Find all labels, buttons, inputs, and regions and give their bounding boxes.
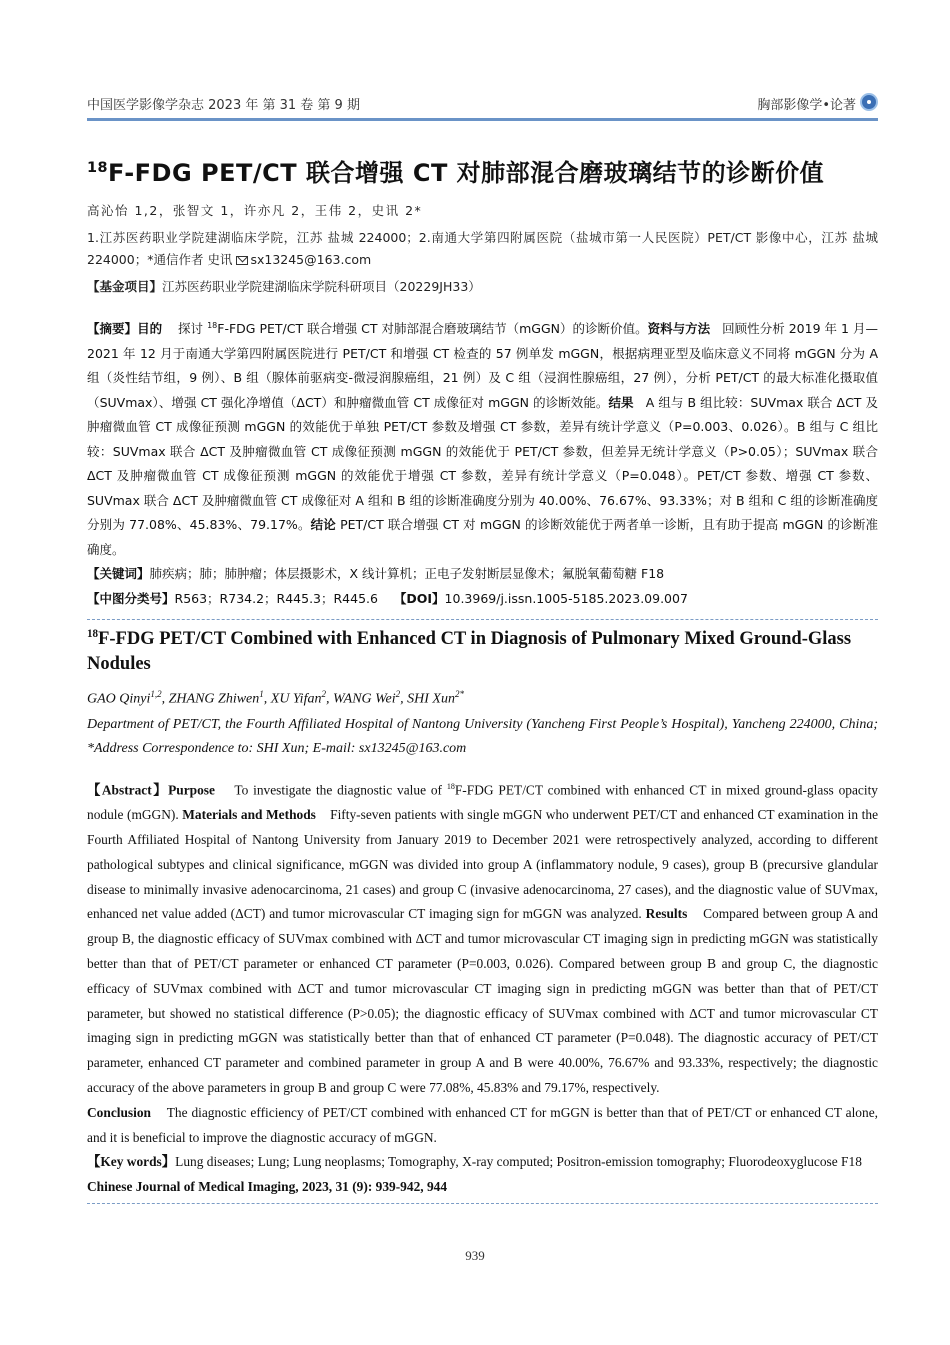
abstract-cn: 【摘要】目的 探讨 $^{18}$F-FDG PET/CT 联合增强 CT 对肺部混合磨玻璃结节（mGGN）的诊断价值。资料与方法 回顾性分析 2019 年 1 月—2021 年 12 月于南通大学第四附属医院进行 PET/CT 和增强 CT 检查的 57 例单发 mGGN，根据病理亚型及临床意义不同将 mGGN 分为 A 组（炎性结节组，9 例）、B 组（腺体前驱病变-微浸润腺癌组，21 例）及 C 组（浸润性腺癌组，27 例），分析 PET/CT 的最大标准化摄取值（SUVmax）、增强 CT 强化净增值（ΔCT）和肿瘤微血管 CT 成像征对 mGGN 的诊断效能。结果 A 组与 B 组比较：SUVmax 联合 ΔCT 及肿瘤微血管 CT 成像征预测 mGGN 的效能优于单独 PET/CT 参数及增强 CT 参数，差异有统计学意义（P=0.003、0.026）。B 组与 C 组比较：SUVmax 联合 ΔCT 及肿瘤微血管 CT 成像征预测 mGGN 的效能优于 PET/CT 参数，但差异无统计学意义（P>0.05）；SUVmax 联合 ΔCT 及肿瘤微血管 CT 成像征预测 mGGN 的效能优于增强 CT 参数，差异有统计学意义（P=0.048）。PET/CT 参数、增强 CT 参数、SUVmax 联合 ΔCT 及肿瘤微血管 CT 成像征对 A 组和 B 组的诊断准确度分别为 40.00%、76.67%、93.33%；对 B 组和 C 组的诊断准确度分别为 77.08%、45.83%、79.17%。结论 PET/CT 联合增强 CT 对 mGGN 的诊断效能优于两者单一诊断，且有助于提高 mGGN 的诊断准确度。 【关键词】肺疾病；肺；肺肿瘤；体层摄影术，X 线计算机；正电子发射断层显像术；氟脱氧葡萄糖 F18 【中图分类号】R563；R734.2；R445.3；R445.6 【DOI】10.3969/j.issn.1005-5185.2023.09.007 bbox=[87, 321, 878, 606]
citation: Chinese Journal of Medical Imaging, 2023, 31 (9): 939-942, 944 bbox=[87, 1179, 448, 1194]
header-rule bbox=[87, 118, 878, 121]
divider-dashed bbox=[87, 619, 878, 620]
running-header bbox=[87, 92, 878, 116]
journal-logo-icon bbox=[860, 93, 878, 111]
authors-en: GAO Qinyi$^{1,2}$, ZHANG Zhiwen$^1$, XU Yifan$^2$, WANG Wei$^2$, SHI Xun$^{2*}$ bbox=[87, 689, 464, 707]
keywords-en: 【Key words】Lung diseases; Lung; Lung neoplasms; Tomography, X-ray computed; Positron-emission tomography; Fluorodeoxyglucose F18 bbox=[87, 1154, 862, 1169]
page-number: 939 bbox=[465, 1248, 485, 1263]
doi[interactable]: 10.3969/j.issn.1005-5185.2023.09.007 bbox=[444, 590, 688, 606]
authors-cn: 高沁怡 1,2，张智文 1，许亦凡 2，王伟 2，史讯 2* bbox=[87, 203, 423, 218]
author-name: GAO Qinyi bbox=[87, 691, 151, 707]
section-label: 胸部影像学•论著 bbox=[757, 98, 856, 113]
title-en: $^{18}$F-FDG PET/CT Combined with Enhanced CT in Diagnosis of Pulmonary Mixed Ground-Glass Nodules bbox=[87, 627, 852, 674]
author-name: ZHANG Zhiwen bbox=[168, 691, 260, 707]
author-name: WANG Wei bbox=[332, 691, 396, 707]
journal-issue: 中国医学影像学杂志 2023 年 第 31 卷 第 9 期 bbox=[87, 98, 360, 113]
divider-dashed-bottom bbox=[87, 1203, 878, 1204]
author-name: XU Yifan bbox=[270, 691, 322, 707]
author-affil-sup: 2 bbox=[321, 689, 326, 699]
author-affil-sup: 1,2 bbox=[150, 689, 162, 699]
email-icon bbox=[236, 256, 248, 265]
affiliations-en: Department of PET/CT, the Fourth Affiliated Hospital of Nantong University (Yancheng First People’s Hospital), Yancheng 224000, China; *Address Correspondence to: SHI Xun; E-mail: sx13245@163.com bbox=[87, 717, 878, 756]
author-affil-sup: 2 bbox=[395, 689, 401, 699]
affiliations-cn: 1.江苏医药职业学院建湖临床学院，江苏 盐城 224000；2.南通大学第四附属医院（盐城市第一人民医院）PET/CT 影像中心，江苏 盐城 224000；*通信作者 史讯 sx13245@163.com bbox=[87, 230, 878, 267]
abstract-en: 【Abstract】Purpose To investigate the diagnostic value of $^{18}$F-FDG PET/CT combined with enhanced CT in mixed ground-glass opacity nodule (mGGN). Materials and Methods Fifty-seven patients with single mGGN who underwent PET/CT and enhanced CT examination in the Fourth Affiliated Hospital of Nantong University from January 2019 to December 2021 were retrospectively analyzed, according to different pathological subtypes and clinical significance, mGGN was divided into group A (inflammatory nodule, 9 cases), group B (precursive glandular disease to minimally invasive adenocarcinoma, 21 cases) and group C (invasive adenocarcinoma, 27 cases), and the diagnostic value of SUVmax, enhanced net value added (ΔCT) and tumor microvascular CT imaging sign for mGGN was analyzed. Results Compared between group A and group B, the diagnostic efficacy of SUVmax combined with ΔCT and tumor microvascular CT imaging sign in predicting mGGN was statistically better than that of PET/CT parameter or enhanced CT parameter (P=0.003, 0.026). Compared between group B and group C, the diagnostic efficacy of SUVmax combined with ΔCT and tumor microvascular CT imaging sign in predicting mGGN was better than that of PET/CT parameter, but showed no statistical difference (P>0.05); the diagnostic efficacy of SUVmax combined with ΔCT and tumor microvascular CT imaging sign in predicting mGGN was statistically better than that of enhanced CT parameter (P=0.048). The diagnostic accuracy of PET/CT parameter, enhanced CT parameter and combined parameter in group A and B were 40.00%, 76.67% and 93.33%, respectively; the diagnostic accuracy of the above parameters in group B and group C were 77.08%, 45.83% and 79.17%, respectively. Conclusion The diagnostic efficiency of PET/CT combined with enhanced CT for mGGN is better than that of PET/CT or enhanced CT alone, and it is beneficial to improve the diagnostic accuracy of mGGN. bbox=[87, 782, 879, 1145]
title-cn: $^{18}$F-FDG PET/CT 联合增强 CT 对肺部混合磨玻璃结节的诊断价值 bbox=[87, 159, 825, 187]
email-cn[interactable]: sx13245@163.com bbox=[250, 252, 372, 267]
author-affil-sup: 2* bbox=[454, 689, 464, 699]
author-name: SHI Xun bbox=[407, 691, 455, 707]
author-affil-sup: 1 bbox=[259, 689, 264, 699]
fund-project: 【基金项目】江苏医药职业学院建湖临床学院科研项目（20229JH33） bbox=[87, 279, 481, 294]
